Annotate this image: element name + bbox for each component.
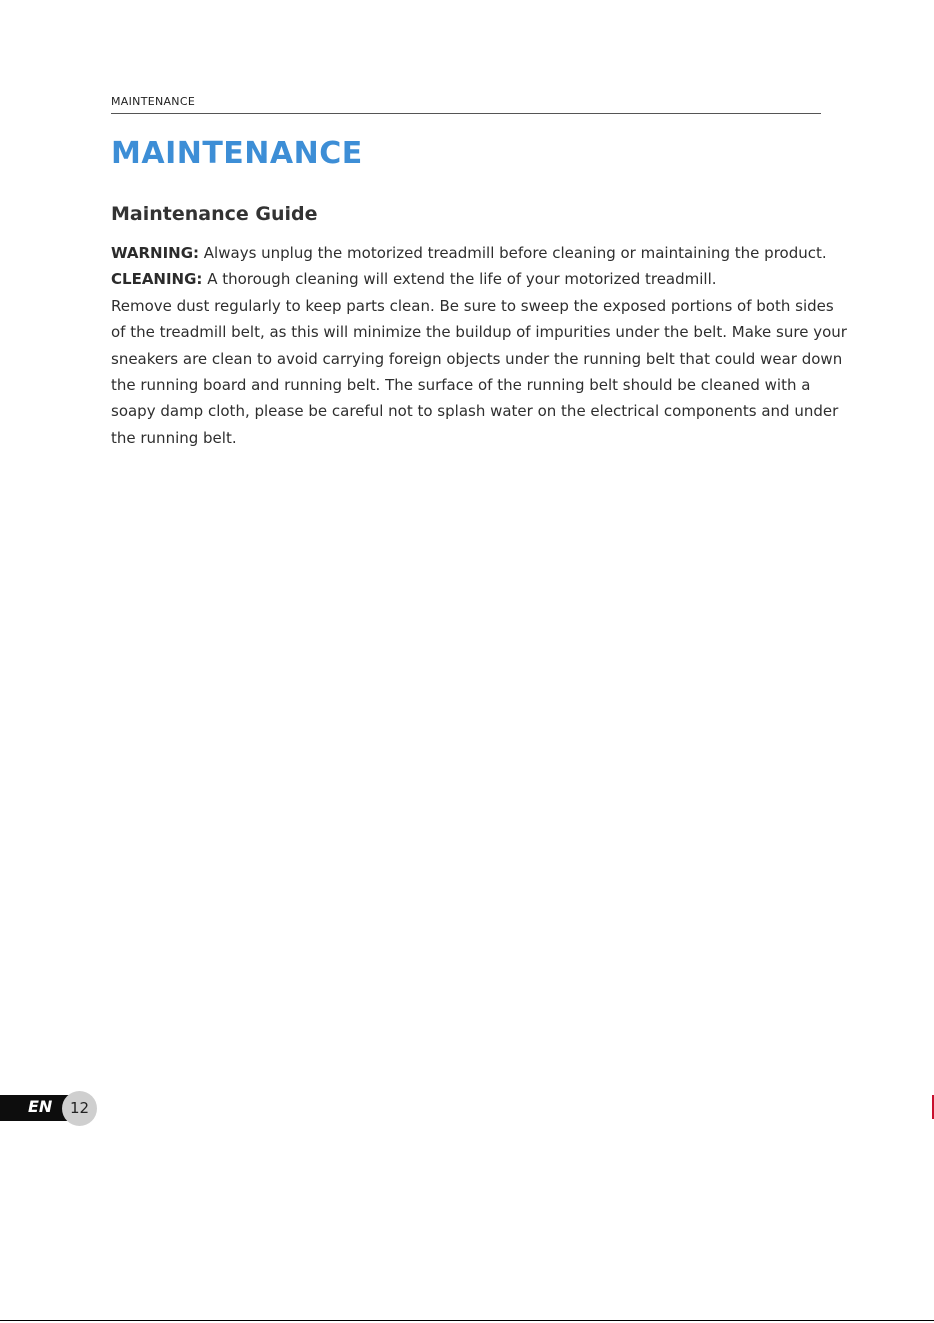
maintenance-body xyxy=(111,240,851,451)
bottom-divider xyxy=(0,1320,934,1321)
cleaning-text: A thorough cleaning will extend the life of your motorized treadmill. xyxy=(202,270,717,289)
cleaning-label: CLEANING: xyxy=(111,270,203,289)
cleaning-details: Remove dust regularly to keep parts clean. Be sure to sweep the exposed portions of both sides of the treadmill belt, as this will minimize the buildup of impurities under the belt. Make sure your sneakers are clean to avoid carrying foreign objects under the running belt that could wear down the running board and running belt. The surface of the running belt should be cleaned with a soapy damp cloth, please be careful not to splash water on the electrical components and under the running belt. xyxy=(111,296,847,447)
warning-label: WARNING: xyxy=(111,244,200,262)
header-divider xyxy=(111,113,821,114)
footer-language-label: EN xyxy=(28,1097,53,1116)
section-heading: Maintenance Guide xyxy=(111,203,318,225)
cleaning-paragraph xyxy=(111,266,851,292)
warning-text: Always unplug the motorized treadmill before cleaning or maintaining the product. xyxy=(199,244,827,262)
warning-paragraph xyxy=(111,240,851,266)
running-header: MAINTENANCE xyxy=(111,95,196,108)
page-title: MAINTENANCE xyxy=(111,136,363,171)
page-number-badge: 12 xyxy=(62,1091,97,1126)
